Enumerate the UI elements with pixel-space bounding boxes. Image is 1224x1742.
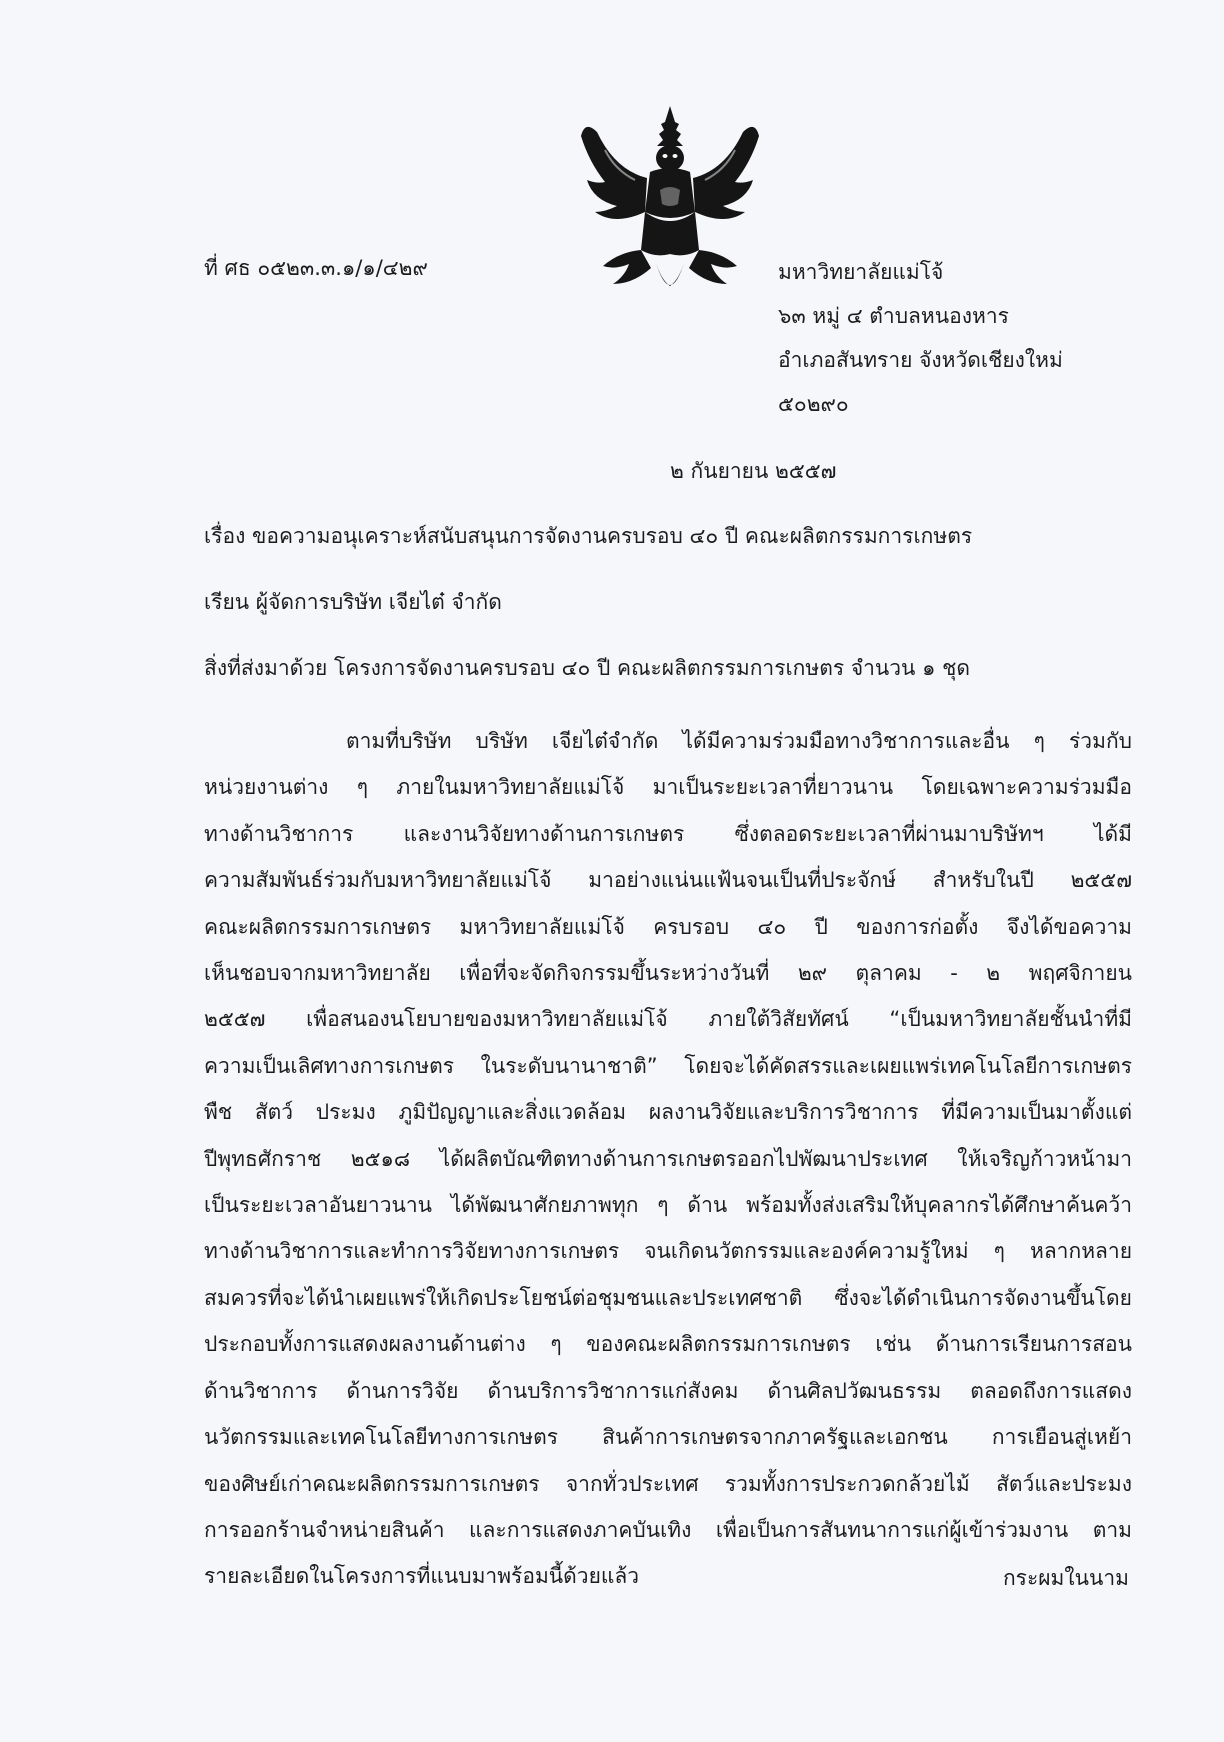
letter-closing: กระผมในนาม <box>1002 1566 1129 1590</box>
body-line: ความเป็นเลิศทางการเกษตร ในระดับนานาชาติ” โดยจะได้คัดสรรและเผยแพร่เทคโนโลยีการเกษตร <box>204 1053 1132 1078</box>
body-line: ทางด้านวิชาการ และงานวิจัยทางด้านการเกษตร ซึ่งตลอดระยะเวลาที่ผ่านมาบริษัทฯ ได้มี <box>204 821 1132 846</box>
letter-date: ๒ กันยายน ๒๕๕๗ <box>670 459 837 483</box>
body-line: นวัตกรรมและเทคโนโลยีทางการเกษตร สินค้าการเกษตรจากภาครัฐและเอกชน การเยือนสู่เหย้า <box>204 1425 1132 1450</box>
body-line: ๒๕๕๗ เพื่อสนองนโยบายของมหาวิทยาลัยแม่โจ้ ภายใต้วิสัยทัศน์ “เป็นมหาวิทยาลัยชั้นนำที่มี <box>204 1007 1132 1032</box>
body-line: คณะผลิตกรรมการเกษตร มหาวิทยาลัยแม่โจ้ ครบรอบ ๔๐ ปี ของการก่อตั้ง จึงได้ขอความ <box>204 914 1132 939</box>
body-line: เห็นชอบจากมหาวิทยาลัย เพื่อที่จะจัดกิจกรรมขึ้นระหว่างวันที่ ๒๙ ตุลาคม - ๒ พฤศจิกายน <box>204 961 1132 986</box>
body-line: ความสัมพันธ์ร่วมกับมหาวิทยาลัยแม่โจ้ มาอย่างแน่นแฟ้นจนเป็นที่ประจักษ์ สำหรับในปี ๒๕๕๗ <box>204 868 1132 893</box>
body-line: ของศิษย์เก่าคณะผลิตกรรมการเกษตร จากทั่วประเทศ รวมทั้งการประกวดกล้วยไม้ สัตว์และประมง <box>204 1471 1132 1496</box>
body-line: การออกร้านจำหน่ายสินค้า และการแสดงภาคบันเทิง เพื่อเป็นการสันทนาการแก่ผู้เข้าร่วมงาน ตาม <box>204 1517 1132 1542</box>
garuda-emblem-icon <box>575 100 765 310</box>
sender-address <box>778 250 1063 426</box>
reference-number: ที่ ศธ ๐๕๒๓.๓.๑/๑/๔๒๙ <box>204 256 428 280</box>
body-line: ตามที่บริษัท บริษัท เจียไต๋จำกัด ได้มีความร่วมมือทางวิชาการและอื่น ๆ ร่วมกับ <box>346 729 1132 753</box>
body-line: รายละเอียดในโครงการที่แนบมาพร้อมนี้ด้วยแล้ว <box>204 1564 640 1589</box>
body-line: สมควรที่จะได้นำเผยแพร่ให้เกิดประโยชน์ต่อชุมชนและประเทศชาติ ซึ่งจะได้ดำเนินการจัดงานขึ้นโดย <box>204 1285 1132 1310</box>
body-line: ประกอบทั้งการแสดงผลงานด้านต่าง ๆ ของคณะผลิตกรรมการเกษตร เช่น ด้านการเรียนการสอน <box>204 1332 1132 1357</box>
letter-body <box>204 718 1132 1600</box>
address-line: ๕๐๒๙๐ <box>778 392 849 416</box>
body-line: พืช สัตว์ ประมง ภูมิปัญญาและสิ่งแวดล้อม ผลงานวิจัยและบริการวิชาการ ที่มีความเป็นมาตั้งแต่ <box>204 1100 1132 1125</box>
body-line: เป็นระยะเวลาอันยาวนาน ได้พัฒนาศักยภาพทุก ๆ ด้าน พร้อมทั้งส่งเสริมให้บุคลากรได้ศึกษาค้นคว้า <box>204 1193 1132 1218</box>
address-line: ๖๓ หมู่ ๔ ตำบลหนองหาร <box>778 304 1009 328</box>
address-line: อำเภอสันทราย จังหวัดเชียงใหม่ <box>778 348 1063 372</box>
letter-enclosure: สิ่งที่ส่งมาด้วย โครงการจัดงานครบรอบ ๔๐ ปี คณะผลิตกรรมการเกษตร จำนวน ๑ ชุด <box>204 656 970 680</box>
body-line: ทางด้านวิชาการและทำการวิจัยทางการเกษตร จนเกิดนวัตกรรมและองค์ความรู้ใหม่ ๆ หลากหลาย <box>204 1239 1132 1264</box>
letter-subject: เรื่อง ขอความอนุเคราะห์สนับสนุนการจัดงานครบรอบ ๔๐ ปี คณะผลิตกรรมการเกษตร <box>204 524 973 548</box>
body-line: ปีพุทธศักราช ๒๕๑๘ ได้ผลิตบัณฑิตทางด้านการเกษตรออกไปพัฒนาประเทศ ให้เจริญก้าวหน้ามา <box>204 1146 1132 1171</box>
address-line: มหาวิทยาลัยแม่โจ้ <box>778 260 944 284</box>
body-line: หน่วยงานต่าง ๆ ภายในมหาวิทยาลัยแม่โจ้ มาเป็นระยะเวลาที่ยาวนาน โดยเฉพาะความร่วมมือ <box>204 775 1132 800</box>
body-line: ด้านวิชาการ ด้านการวิจัย ด้านบริการวิชาการแก่สังคม ด้านศิลปวัฒนธรรม ตลอดถึงการแสดง <box>204 1378 1132 1403</box>
letter-recipient: เรียน ผู้จัดการบริษัท เจียไต๋ จำกัด <box>204 590 502 614</box>
